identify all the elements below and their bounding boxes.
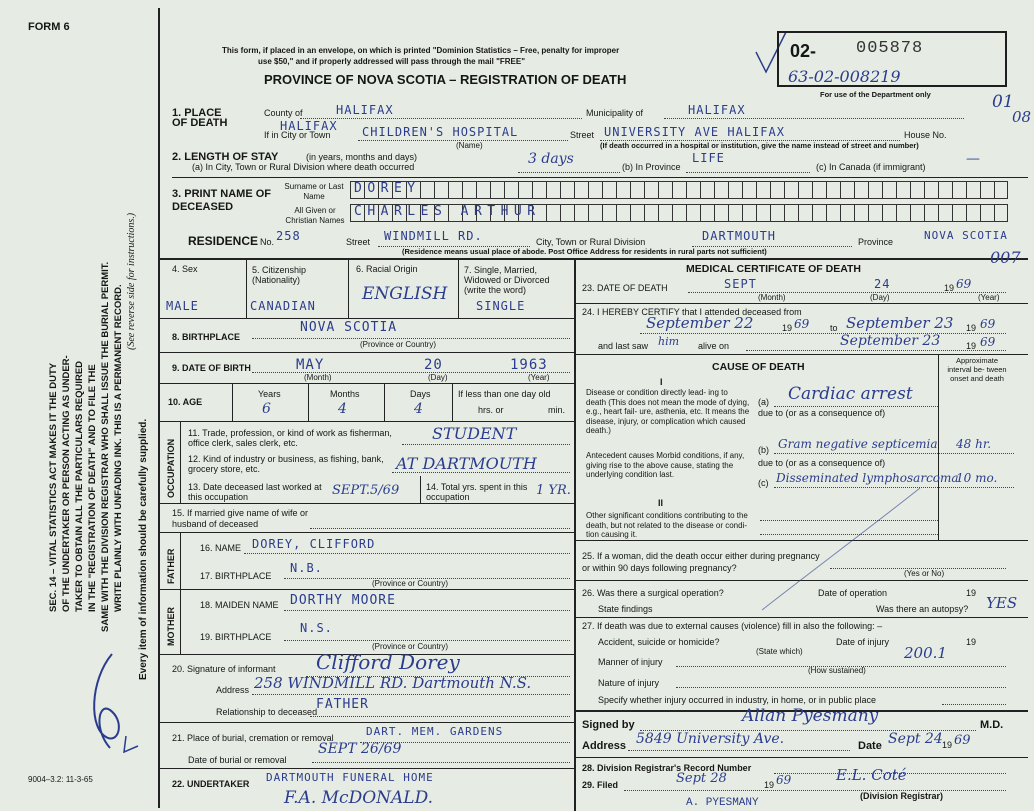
notice-line-2: use $50," and if properly addressed will pass through the mail "FREE" [258,57,525,66]
attend-to: September 23 [846,314,954,332]
physician-address: 5849 University Ave. [636,731,785,747]
dob-month-caption: (Month) [304,373,332,382]
place-label: 1. PLACE OF DEATH [172,107,228,129]
sec-line-2: OF THE UNDERTAKER OR PERSON ACTING AS UNDER- [61,355,72,612]
dob-year: 1963 [510,357,548,373]
disease-label: Disease or condition directly lead- ing to death (This does not mean the mode of dying, e.g., heart fail- ure, asthenia, etc. It means the disease, injury, or complication which caused death.) [586,388,750,435]
birthplace-label: 8. BIRTHPLACE [172,332,241,342]
dob-day-caption: (Day) [428,373,448,382]
mother-side-label: MOTHER [166,607,176,646]
due-label-b: due to (or as a consequence of) [758,458,886,468]
margin-mark-08: 08 [1012,108,1032,126]
dob-label: 9. DATE OF BIRTH [172,363,251,373]
residence-note: (Residence means usual place of abode. Post Office Address for residents in rural parts not sufficient) [402,247,767,256]
last-seen: September 23 [840,333,941,349]
dob-year-caption: (Year) [528,373,550,382]
signed-label: Signed by [582,719,635,731]
last-seen-yr-prefix: 19 [966,341,977,351]
stay-b-label: (b) In Province [622,162,681,172]
column-divider [574,258,576,811]
form-number: FORM 6 [28,21,70,33]
age-years: 6 [262,401,271,417]
death-month: SEPT [724,277,757,291]
cause-b: Gram negative septicemia [778,437,938,451]
name-label: 3. PRINT NAME OF DECEASED [172,188,272,213]
notice-line-1: This form, if placed in an envelope, on which is printed "Dominion Statistics – Free, penalty for improper [222,46,620,55]
stay-label: 2. LENGTH OF STAY [172,151,279,163]
address-label: Address [582,740,627,752]
informant-address: 258 WINDMILL RD. Dartmouth N.S. [254,674,532,692]
res-street-label: Street [346,237,371,247]
last-seen-yr: 69 [980,335,996,349]
cause-a-label: (a) [758,397,769,407]
autopsy-value: YES [986,594,1018,612]
accident-label: Accident, suicide or homicide? [598,637,720,647]
sec-line-1: SEC. 14 – VITAL STATISTICS ACT MAKES IT THE DUTY [48,362,59,612]
certify-label: 24. I HEREBY CERTIFY that I attended deceased from [582,307,802,317]
trade-value: STUDENT [432,424,517,443]
father-birth-caption: (Province or Country) [372,579,449,588]
hospital-value: CHILDREN'S HOSPITAL [362,125,519,139]
father-name: DOREY, CLIFFORD [252,537,376,551]
county-value: HALIFAX [336,103,394,117]
reverse-note: (See reverse side for instructions.) [126,212,137,350]
stay-c-value: — [966,151,980,167]
manner-code: 200.1 [904,644,947,662]
filed-value: Sept 28 [676,771,727,786]
date-injury-yr-prefix: 19 [966,637,977,647]
cause-c: Disseminated lymphosarcoma [776,471,959,485]
cause-b-label: (b) [758,445,769,455]
filed-label: 29. Filed [582,780,619,790]
dob-month: MAY [296,357,325,373]
how-sustained: (How sustained) [808,666,866,675]
registrar-signature: E.L. Coté [836,766,907,784]
form-title: PROVINCE OF NOVA SCOTIA – REGISTRATION OF DEATH [264,72,627,87]
surname-cells [350,181,1008,199]
birthplace-value: NOVA SCOTIA [300,320,398,335]
age-lt-label: If less than one day old [458,389,551,399]
res-province-label: Province [858,237,894,247]
county-label: County of [264,108,303,118]
given-value: CHARLES ARTHUR [354,204,541,219]
res-province: NOVA SCOTIA [924,229,1008,242]
last-worked-label: 13. Date deceased last worked at this occupation [188,482,322,502]
street-label: Street [570,130,595,140]
last-worked-value: SEPT.5/69 [332,483,400,498]
cause-a: Cardiac arrest [788,384,913,404]
death-year-caption: (Year) [978,293,1000,302]
alive-label: alive on [698,341,730,351]
stay-b-value: LIFE [692,151,725,165]
marital-value: SINGLE [476,299,526,313]
attend-from: September 22 [646,314,754,332]
age-years-label: Years [258,389,281,399]
stay-sub: (in years, months and days) [306,152,418,162]
state-findings-label: State findings [598,604,653,614]
age-days-label: Days [410,389,431,399]
total-years-value: 1 YR. [536,483,571,498]
hospital-note: (If death occurred in a hospital or institution, give the name instead of street and number) [600,141,919,150]
racial-value: ENGLISH [362,284,448,304]
interval-c: 10 mo. [956,471,998,485]
street-value: UNIVERSITY AVE HALIFAX [604,125,785,139]
given-label: All Given or Christian Names [285,206,345,225]
filed-yr-prefix: 19 [764,780,775,790]
reg-prefix: 02- [790,41,817,61]
filed-yr: 69 [776,773,792,787]
nature-label: Nature of injury [598,678,660,688]
cert-date: Sept 24 [888,731,943,747]
antecedent-label: Antecedent causes Morbid conditions, if any, giving rise to the above cause, stating the underlying condition last. [586,451,745,479]
age-months: 4 [338,401,347,417]
roman-1: I [660,377,663,387]
surgery-label: 26. Was there a surgical operation? [582,588,724,598]
medical-title: MEDICAL CERTIFICATE OF DEATH [686,263,861,275]
dept-number: 63-02-008219 [788,67,901,86]
margin-mark-07: 007 [990,248,1021,267]
attend-to-yr-prefix: 19 [966,323,977,333]
death-year-prefix: 19 [944,283,955,293]
sec-line-4: IN THE "REGISTRATION OF DEATH" AND TO FILE THE [87,364,98,612]
res-city: DARTMOUTH [702,229,777,243]
to-label: to [830,323,838,333]
sex-value: MALE [166,299,199,313]
age-label: 10. AGE [168,397,203,407]
trade-label: 11. Trade, profession, or kind of work as fisherman, office clerk, sales clerk, etc. [188,428,392,448]
mother-name: DORTHY MOORE [290,593,396,608]
date-injury-label: Date of injury [836,637,890,647]
burial-date: SEPT 26/69 [318,741,402,757]
sec-line-5: SAME WITH THE DIVISION REGISTRAR WHO SHALL ISSUE THE BURIAL PERMIT. [100,261,111,632]
attend-from-yr: 69 [794,317,810,331]
attend-to-yr: 69 [980,317,996,331]
sec-line-6: WRITE PLAINLY WITH UNFADING INK. THIS IS A PERMANENT RECORD. [113,284,124,612]
margin-pen-mark [80,640,160,760]
yes-no-caption: (Yes or No) [904,569,945,578]
cert-date-yr: 69 [954,733,971,748]
informant-address-label: Address [216,685,250,695]
margin-mark-01: 01 [992,92,1014,112]
due-label-a: due to (or as a consequence of) [758,408,886,418]
undertaker-value: DARTMOUTH FUNERAL HOME [266,771,434,784]
informant-signature: Clifford Dorey [316,650,460,674]
md-label: M.D. [980,719,1004,731]
attend-from-yr-prefix: 19 [782,323,793,333]
mother-name-label: 18. MAIDEN NAME [200,600,279,610]
wife-label: 15. If married give name of wife or husband of deceased [172,508,309,529]
external-label: 27. If death was due to external causes (violence) fill in also the following: – [582,621,883,631]
hrs-label: hrs. or [478,405,504,415]
interval-b: 48 hr. [956,437,992,451]
burial-place-label: 21. Place of burial, cremation or removal [172,733,334,743]
father-birth: N.B. [290,561,323,575]
date-op-label: Date of operation [818,588,888,598]
res-no-label: No. [260,237,275,247]
age-months-label: Months [330,389,360,399]
citizenship-value: CANADIAN [250,299,316,313]
informant-sig-label: 20. Signature of informant [172,664,276,674]
father-name-label: 16. NAME [200,543,242,553]
roman-2: II [658,498,664,508]
cause-title: CAUSE OF DEATH [712,361,805,373]
dept-use-label: For use of the Department only [820,90,931,99]
age-days: 4 [414,401,423,417]
death-day: 24 [874,277,891,291]
surname-label: Surname or Last Name [284,182,344,201]
record-label: 28. Division Registrar's Record Number [582,763,752,773]
mother-birth: N.S. [300,621,333,635]
cause-c-label: (c) [758,478,769,488]
stay-a-value: 3 days [528,151,574,167]
relationship-label: Relationship to deceased [216,707,318,717]
printed-physician-name: A. PYESMANY [686,797,759,809]
death-month-caption: (Month) [758,293,786,302]
racial-label: 6. Racial Origin [356,264,418,274]
residence-label: RESIDENCE [188,234,259,248]
burial-place: DART. MEM. GARDENS [366,725,504,738]
last-seen-who: him [658,335,680,348]
undertaker-label: 22. UNDERTAKER [172,779,250,789]
specify-label: Specify whether injury occurred in industry, in home, or in public place [598,695,876,705]
autopsy-label: Was there an autopsy? [876,604,969,614]
cert-date-yr-prefix: 19 [942,740,953,750]
sec-line-3: TAKER TO OBTAIN ALL THE PARTICULARS REQUIRED [74,360,85,612]
manner-label: Manner of injury [598,657,663,667]
state-which: (State which) [756,647,803,656]
house-label: House No. [904,130,947,140]
registrar-caption: (Division Registrar) [860,791,944,801]
death-day-caption: (Day) [870,293,890,302]
other-label: Other significant conditions contributing to the death, but not related to the disease or condi- tion causing it. [586,511,748,539]
death-year: 69 [956,277,972,291]
interval-title: Approximate interval be- tween onset and death [947,356,1007,383]
father-birth-label: 17. BIRTHPLACE [200,571,272,581]
signed-value: Allan Pyesmany [742,706,879,726]
birthplace-caption: (Province or Country) [360,340,437,349]
undertaker-value-2: F.A. McDONALD. [284,788,433,808]
res-street: WINDMILL RD. [384,229,483,243]
mother-birth-caption: (Province or Country) [372,642,449,651]
municipality-value: HALIFAX [688,103,746,117]
burial-date-label: Date of burial or removal [188,755,287,765]
total-years-label: 14. Total yrs. spent in this occupation [426,482,528,502]
sex-label: 4. Sex [172,264,198,274]
last-seen-label: and last saw [598,341,649,351]
supply-note: Every item of information should be carefully supplied. [138,418,149,680]
res-no: 258 [276,229,301,243]
mother-birth-label: 19. BIRTHPLACE [200,632,272,642]
municipality-label: Municipality of [586,108,644,118]
stay-a-label: (a) In City, Town or Rural Division where death occurred [192,162,415,172]
industry-value: AT DARTMOUTH [396,454,537,473]
date-death-label: 23. DATE OF DEATH [582,283,668,293]
city-value: HALIFAX [280,119,338,133]
name-caption: (Name) [456,141,483,150]
dob-day: 20 [424,357,443,373]
marital-label: 7. Single, Married, Widowed or Divorced (write the word) [464,265,550,295]
reg-number: 005878 [856,39,924,58]
min-label: min. [548,405,566,415]
industry-label: 12. Kind of industry or business, as fishing, bank, grocery store, etc. [188,454,384,474]
stock-code: 9004–3.2: 11-3-65 [28,775,93,784]
stay-c-label: (c) In Canada (if immigrant) [816,162,926,172]
citizenship-label: 5. Citizenship (Nationality) [252,265,307,285]
pen-stroke [740,470,940,630]
preg-label: 25. If a woman, did the death occur either during pregnancy or within 90 days following pregnancy? [582,551,820,573]
father-side-label: FATHER [166,548,176,584]
occupation-side-label: OCCUPATION [166,438,176,498]
surname-value: DOREY [354,181,421,196]
date-op-yr-prefix: 19 [966,588,977,598]
date-label: Date [858,740,882,752]
res-city-label: City, Town or Rural Division [536,237,646,247]
relationship-value: FATHER [316,697,369,712]
city-label: If in City or Town [264,130,331,140]
